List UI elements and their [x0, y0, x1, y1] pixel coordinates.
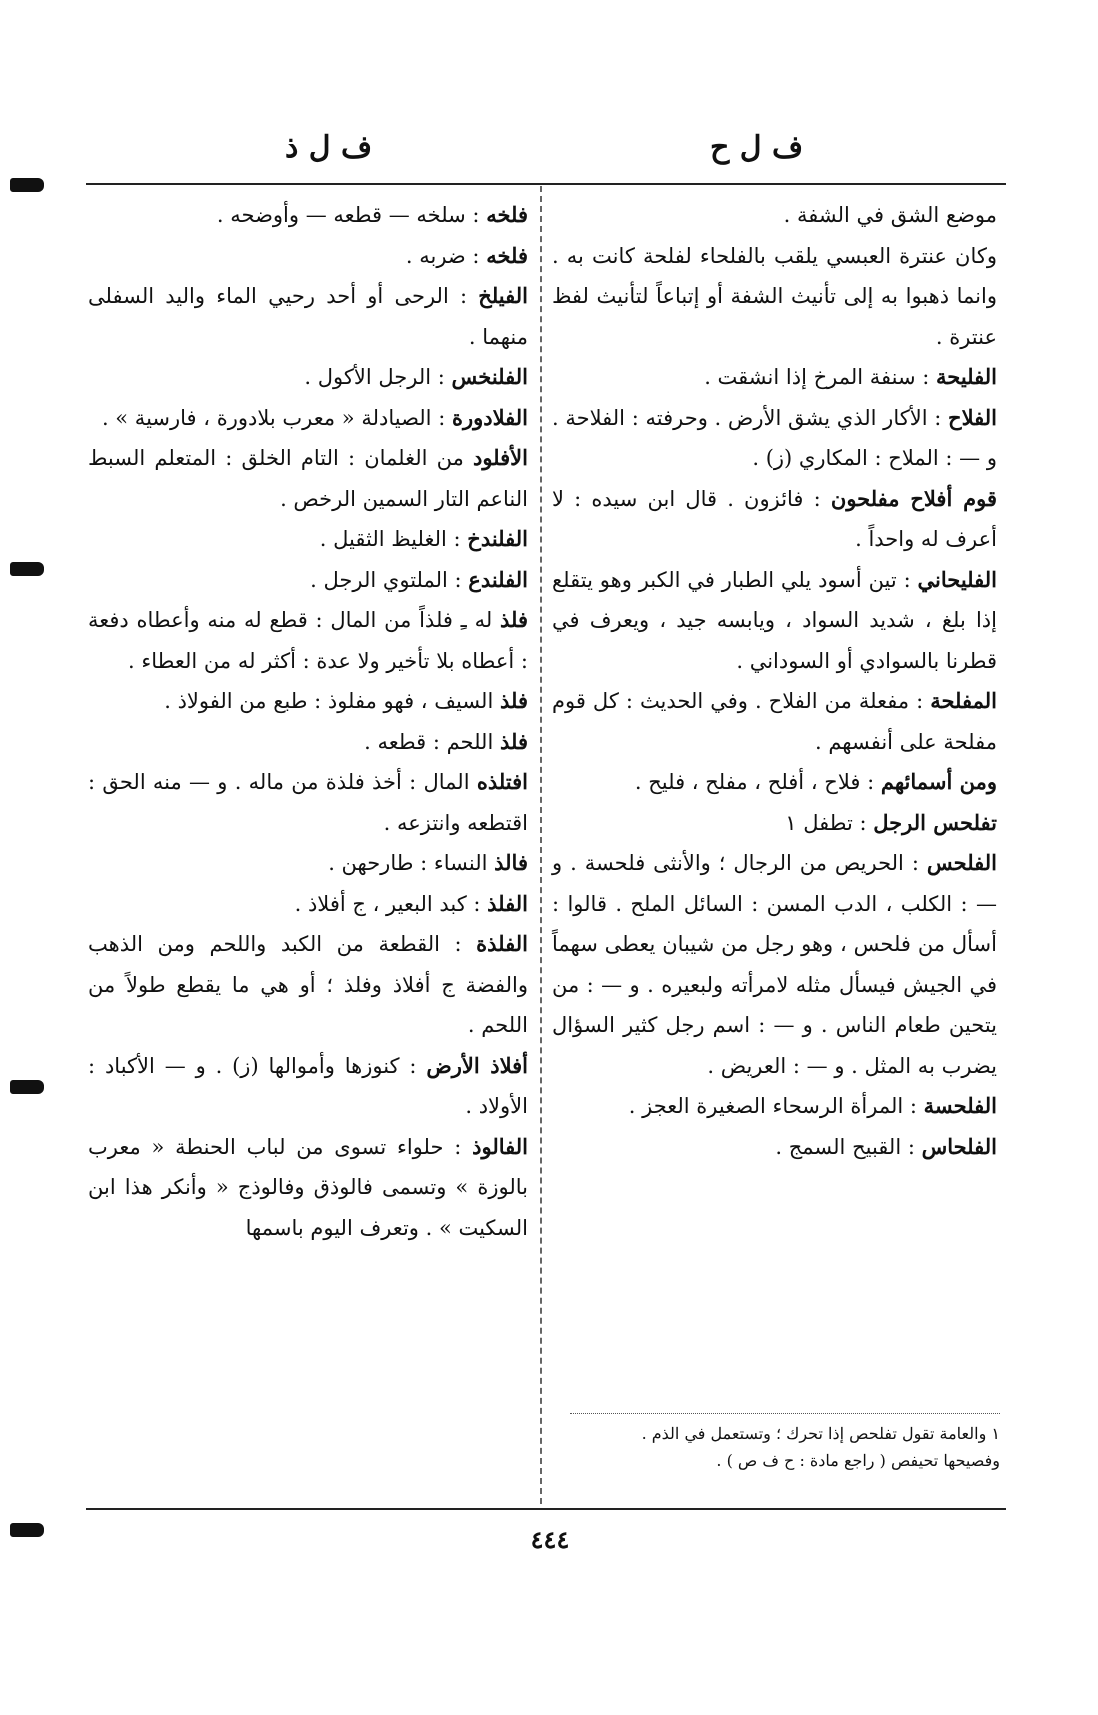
dictionary-entry	[88, 398, 528, 439]
dictionary-entry	[88, 884, 528, 925]
footnote	[560, 1420, 1000, 1474]
margin-mark	[10, 1523, 44, 1537]
entry-definition: : حلواء تسوى من لباب الحنطة « معرب بالوزة » وتسمى فالوذق وفالوذج « وأنكر هذا ابن السكيت » . وتعرف اليوم باسمها	[88, 1134, 528, 1240]
dictionary-entry	[552, 1127, 997, 1168]
entry-headword: الفلادورة	[451, 404, 528, 430]
footnote-line: ١ والعامة تقول تفلحص إذا تحرك ؛ وتستعمل في الذم .	[641, 1424, 1000, 1443]
entry-definition: : الغليظ الثقيل .	[319, 527, 461, 551]
dictionary-entry	[88, 924, 528, 1046]
entry-headword: فلذ	[499, 688, 528, 713]
entry-headword: الفلحاس	[921, 1133, 997, 1159]
entry-headword: الفليحاني	[917, 566, 997, 592]
root-heading-right: ف ل ح	[710, 130, 804, 165]
dictionary-entry	[88, 560, 528, 601]
entry-definition: : سلخه — قطعه — وأوضحه .	[216, 203, 480, 227]
dictionary-entry	[88, 722, 528, 763]
margin-mark	[10, 562, 44, 576]
entry-headword: فلذ	[499, 728, 528, 754]
entry-headword: فلخه	[486, 242, 528, 268]
margin-mark	[10, 178, 44, 192]
entry-headword: الفيلخ	[478, 283, 528, 308]
entry-headword: الفلاح	[948, 404, 997, 430]
dictionary-entry	[88, 195, 528, 236]
entry-definition: : فائزون . قال ابن سيده : لا أعرف له واحداً .	[552, 486, 997, 551]
entry-definition: : مفعلة من الفلاح . وفي الحديث : كل قوم مفلحة على أنفسهم .	[552, 689, 997, 754]
entry-headword: الفلذة	[476, 931, 528, 956]
entry-headword: الفلندخ	[467, 526, 528, 551]
entry-headword: ومن أسمائهم	[880, 769, 997, 794]
entry-definition: السيف ، فهو مفلوذ : طبع من الفولاذ .	[164, 689, 494, 713]
entry-definition: : الصيادلة « معرب بلادورة ، فارسية » .	[101, 405, 446, 430]
entry-definition: : القبيح السمج .	[775, 1134, 915, 1159]
entry-headword: الفلندع	[468, 566, 528, 592]
entry-definition: له ـِ فلذاً من المال : قطع له منه وأعطاه دفعة : أعطاه بلا تأخير ولا عدة : أكثر له من العطاء .	[88, 608, 528, 673]
dictionary-entry	[88, 1127, 528, 1249]
entry-headword: فالذ	[494, 850, 528, 875]
entry-definition: : ضربه .	[405, 243, 480, 268]
top-rule	[86, 183, 1006, 185]
dictionary-entry	[552, 803, 997, 844]
entry-headword: الفلحس	[926, 850, 997, 875]
dictionary-entry	[552, 479, 997, 560]
entry-definition: وكان عنترة العبسي يلقب بالفلحاء لفلحة كانت به . وانما ذهبوا به إلى تأنيث الشفة أو إتباعاً لتأنيث لفظ عنترة .	[552, 243, 997, 349]
dictionary-entry	[552, 1086, 997, 1127]
entry-headword: الفلذ	[487, 890, 528, 916]
left-column	[88, 195, 528, 1248]
entry-definition: من الغلمان : التام الخلق : المتعلم السبط الناعم التار السمين الرخص .	[88, 446, 528, 511]
entry-headword: الفلحسة	[923, 1093, 997, 1118]
entry-definition: : كبد البعير ، ج أفلاذ .	[294, 891, 481, 916]
entry-headword: قوم أفلاح مفلحون	[830, 485, 997, 511]
dictionary-entry	[88, 276, 528, 357]
entry-definition: النساء : طارحهن .	[328, 851, 488, 875]
entry-definition: : فلاح ، أفلح ، مفلح ، فليح .	[634, 770, 875, 794]
entry-headword: الفالوذ	[472, 1133, 528, 1159]
dictionary-entry	[552, 357, 997, 398]
dictionary-entry	[88, 681, 528, 722]
entry-definition: المال : أخذ فلذة من ماله . و — منه الحق : اقتطعه وانتزعه .	[88, 770, 528, 835]
entry-definition: : الحريص من الرجال ؛ والأنثى فلحسة . و — : الكلب ، الدب المسن : السائل الملح . قالوا : أسأل من فلحس ، وهو رجل من شيبان يعطى سهماً في الجيش فيسأل مثله لامرأته ولبعيره . و — : من يتحين طعام الناس . و — : اسم رجل كثير السؤال يضرب به المثل . و — : العريض .	[552, 851, 997, 1078]
dictionary-entry	[552, 843, 997, 1086]
footnote-rule	[570, 1413, 1000, 1414]
entry-definition: موضع الشق في الشفة .	[783, 203, 997, 227]
entry-headword: فلذ	[499, 607, 528, 632]
dictionary-entry	[88, 843, 528, 884]
dictionary-entry	[552, 681, 997, 762]
bottom-rule	[86, 1508, 1006, 1510]
entry-headword: أفلاذ الأرض	[426, 1052, 528, 1078]
entry-definition: : الرحى أو أحد رحيي الماء واليد السفلى منهما .	[88, 284, 528, 349]
entry-headword: فلخه	[486, 202, 528, 227]
dictionary-entry	[88, 762, 528, 843]
dictionary-entry	[552, 560, 997, 682]
right-column	[552, 195, 997, 1167]
entry-headword: تفلحس الرجل	[873, 809, 997, 835]
entry-definition: اللحم : قطعه .	[364, 729, 494, 754]
entry-definition: : القطعة من الكبد واللحم ومن الذهب والفضة ج أفلاذ وفلذ ؛ أو هي ما يقطع طولاً من اللحم .	[88, 932, 528, 1037]
entry-definition: : المرأة الرسحاء الصغيرة العجز .	[628, 1094, 917, 1118]
root-heading-left: ف ل ذ	[285, 130, 373, 165]
entry-headword: الفلنخس	[451, 364, 528, 389]
entry-definition: : تطفل ١	[785, 810, 867, 835]
dictionary-entry	[88, 519, 528, 560]
dictionary-entry	[88, 438, 528, 519]
dictionary-entry	[552, 762, 997, 803]
entry-definition: : الملتوي الرجل .	[310, 567, 462, 592]
entry-headword: الأفلود	[472, 445, 528, 470]
dictionary-entry	[552, 195, 997, 236]
dictionary-entry	[552, 236, 997, 358]
footnote-line: وفصيحها تحيفص ( راجع مادة : ح ف ص ) .	[716, 1451, 1000, 1470]
entry-definition: : تين أسود يلي الطبار في الكبر وهو يتقلع إذا بلغ ، شديد السواد ، ويابسه جيد ، ويعرف في قطرنا بالسوادي أو السوداني .	[552, 567, 997, 673]
dictionary-entry	[88, 236, 528, 277]
dictionary-entry	[88, 1046, 528, 1127]
dictionary-entry	[88, 600, 528, 681]
margin-mark	[10, 1080, 44, 1094]
dictionary-entry	[88, 357, 528, 398]
entry-headword: افتلذه	[476, 769, 528, 794]
entry-headword: المفلحة	[930, 688, 997, 713]
entry-headword: الفليحة	[936, 364, 997, 389]
entry-definition: : الأكار الذي يشق الأرض . وحرفته : الفلاحة . و — : الملاح : المكاري (ز) .	[552, 405, 997, 470]
dictionary-entry	[552, 398, 997, 479]
column-divider	[540, 186, 542, 1504]
entry-definition: : الرجل الأكول .	[304, 365, 445, 389]
page-number: ٤٤٤	[530, 1525, 570, 1554]
entry-definition: : سنفة المرخ إذا انشقت .	[704, 365, 930, 389]
entry-definition: : كنوزها وأموالها (ز) . و — الأكباد : الأولاد .	[88, 1053, 528, 1118]
